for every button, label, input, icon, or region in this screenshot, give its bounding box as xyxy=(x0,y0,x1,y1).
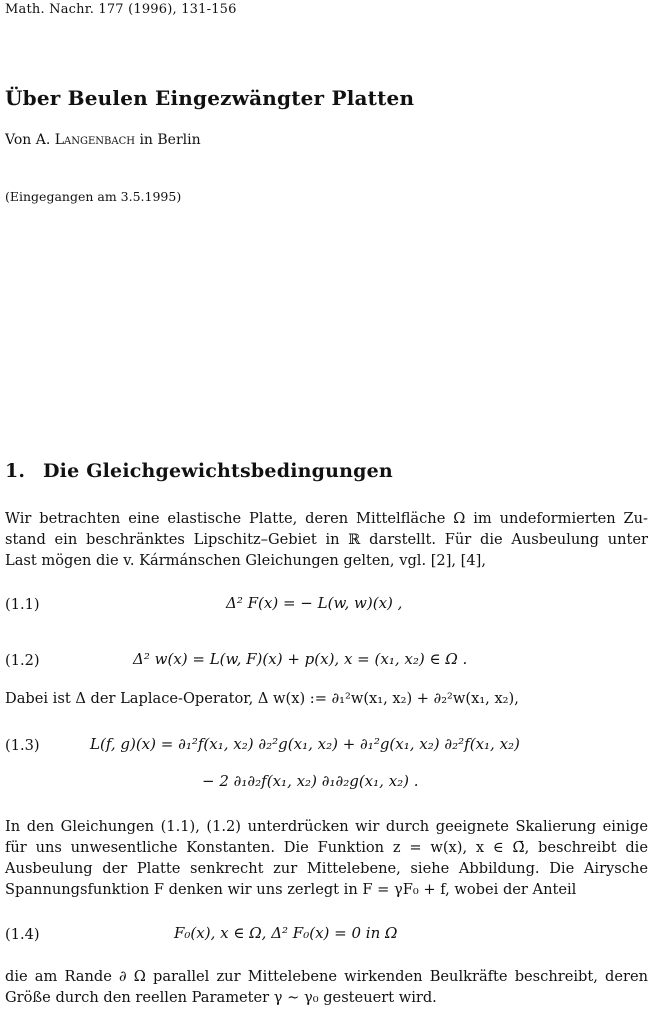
paragraph-line: für uns unwesentliche Konstanten. Die Funktion z = w(x), x ∈ Ω̄, beschreibt die xyxy=(5,839,648,856)
paragraph-line: In den Gleichungen (1.1), (1.2) unterdrücken wir durch geeignete Skalierung einige xyxy=(5,818,648,835)
author-suffix: in Berlin xyxy=(139,132,201,148)
section-title: Die Gleichgewichtsbedingungen xyxy=(43,460,393,482)
equation-1-2: Δ² w(x) = L(w, F)(x) + p(x), x = (x₁, x₂) ∈ Ω . xyxy=(133,650,468,668)
paragraph-line: Größe durch den reellen Parameter γ ∼ γ₀ gesteuert wird. xyxy=(5,989,437,1006)
paragraph-3 xyxy=(5,966,648,1008)
equation-1-1: Δ² F(x) = − L(w, w)(x) , xyxy=(226,594,403,612)
paragraph-line: Ausbeulung der Platte senkrecht zur Mittelebene, siehe Abbildung. Die Airysche xyxy=(5,860,648,877)
paragraph-line: Wir betrachten eine elastische Platte, deren Mittelfläche Ω im undeformierten Zu- xyxy=(5,510,648,527)
laplace-definition: Dabei ist Δ der Laplace-Operator, Δ w(x) := ∂₁²w(x₁, x₂) + ∂₂²w(x₁, x₂), xyxy=(5,690,519,707)
section-heading xyxy=(5,460,393,482)
paragraph-1 xyxy=(5,508,648,571)
equation-1-4: F₀(x), x ∈ Ω, Δ² F₀(x) = 0 in Ω xyxy=(174,924,398,942)
paragraph-line: Last mögen die v. Kármánschen Gleichungen gelten, vgl. [2], [4], xyxy=(5,552,486,569)
paragraph-line: stand ein beschränktes Lipschitz–Gebiet in ℝ darstellt. Für die Ausbeulung unter xyxy=(5,531,648,548)
equation-1-3-line-2: − 2 ∂₁∂₂f(x₁, x₂) ∂₁∂₂g(x₁, x₂) . xyxy=(202,772,419,790)
received-date: (Eingegangen am 3.5.1995) xyxy=(5,189,182,204)
paragraph-line: Spannungsfunktion F denken wir uns zerlegt in F = γF₀ + f, wobei der Anteil xyxy=(5,881,577,898)
paragraph-2 xyxy=(5,816,648,900)
equation-number-1-3: (1.3) xyxy=(5,737,40,754)
journal-citation: Math. Nachr. 177 (1996), 131-156 xyxy=(5,2,237,17)
equation-number-1-1: (1.1) xyxy=(5,596,40,613)
equation-1-3-line-1: L(f, g)(x) = ∂₁²f(x₁, x₂) ∂₂²g(x₁, x₂) + ∂₁²g(x₁, x₂) ∂₂²f(x₁, x₂) xyxy=(90,735,520,753)
paragraph-line: die am Rande ∂ Ω parallel zur Mittelebene wirkenden Beulkräfte beschreibt, deren xyxy=(5,968,648,985)
author-line xyxy=(5,132,201,148)
paper-title: Über Beulen Eingezwängter Platten xyxy=(5,86,415,110)
equation-number-1-4: (1.4) xyxy=(5,926,40,943)
author-name: Langenbach xyxy=(54,132,135,148)
author-prefix: Von A. xyxy=(5,132,51,148)
equation-number-1-2: (1.2) xyxy=(5,652,40,669)
section-number: 1. xyxy=(5,460,26,482)
